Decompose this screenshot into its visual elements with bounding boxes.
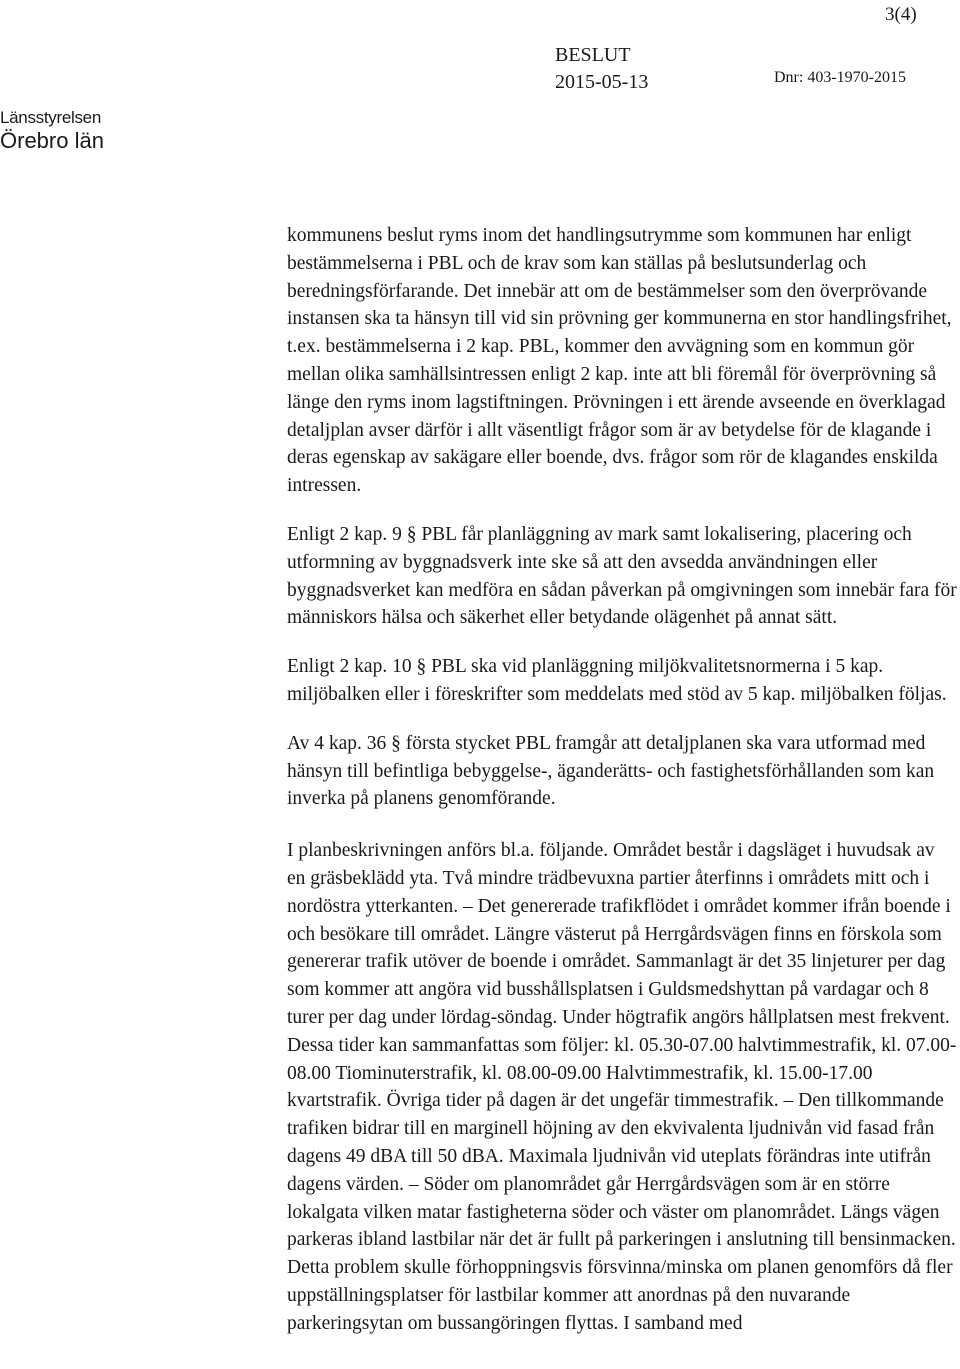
authority-name: Länsstyrelsen [0,108,101,127]
authority-county: Örebro län [0,128,104,153]
case-number: Dnr: 403-1970-2015 [774,69,906,86]
page-number: 3(4) [885,4,917,25]
decision-date: 2015-05-13 [555,71,649,93]
document-body [287,222,957,1358]
decision-header [555,42,648,96]
paragraph-4-kap-36: Av 4 kap. 36 § första stycket PBL framgår att detaljplanen ska vara utformad med hänsyn till befintliga bebyggelse-, äganderätts- och fastighetsförhållanden som kan inverka på planens genomförande. [287,732,935,810]
document-title: BESLUT [555,44,631,66]
paragraph-2-kap-10: Enligt 2 kap. 10 § PBL ska vid planläggning miljökvalitetsnormerna i 5 kap. miljöbalken eller i föreskrifter som meddelats med stöd av 5 kap. miljöbalken följas. [287,656,947,705]
paragraph-2-kap-9: Enligt 2 kap. 9 § PBL får planläggning av mark samt lokalisering, placering och utformning av byggnadsverk inte ske så att den avsedda användningen eller byggnadsverket kan medföra en sådan påverkan på omgivningen som innebär fara för människors hälsa och säkerhet eller betydande olägenhet på annat sätt. [287,523,957,629]
paragraph-review-scope: kommunens beslut ryms inom det handlingsutrymme som kommunen har enligt bestämmelserna i PBL och de krav som kan ställas på beslutsunderlag och beredningsförfarande. Det innebär att om de bestämmelser som den överprövande instansen ska ta hänsyn till vid sin prövning ger kommunerna en stor handlingsfrihet, t.ex. bestämmelserna i 2 kap. PBL, kommer den avvägning som en kommun gör mellan olika samhällsintressen enligt 2 kap. inte att bli föremål för överprövning så länge den ryms inom lagstiftningen. Prövningen i ett ärende avseende en överklagad detaljplan avser därför i allt väsentligt frågor som är av betydelse för de klagande i deras egenskap av sakägare eller boende, dvs. frågor som rör de klagandes enskilda intressen. [287,225,952,497]
authority-logo-text [0,108,104,154]
paragraph-planbeskrivning: I planbeskrivningen anförs bl.a. följande. Området består i dagsläget i huvudsak av en gräsbeklädd yta. Två mindre trädbevuxna partier återfinns i områdets mitt och i nordöstra ytterkanten. – Det genererade trafikflödet i området kommer ifrån boende i och besökare till området. Längre västerut på Herrgårdsvägen finns en förskola som genererar trafik utöver de boende i området. Sammanlagt är det 35 linjeturer per dag som kommer att angöra vid busshållsplatsen i Guldsmedshyttan på vardagar och 8 turer per dag under lördag-söndag. Under högtrafik angörs hållplatsen mest frekvent. Dessa tider kan sammanfattas som följer: kl. 05.30-07.00 halvtimmestrafik, kl. 07.00-08.00 Tiominuterstrafik, kl. 08.00-09.00 Halvtimmestrafik, kl. 15.00-17.00 kvartstrafik. Övriga tider på dagen är det ungefär timmestrafik. – Den tillkommande trafiken bidrar till en marginell höjning av den ekvivalenta ljudnivån vid fasad från dagens 49 dBA till 50 dBA. Maximala ljudnivån vid uteplats förändras inte utifrån dagens värden. – Söder om planområdet går Herrgårdsvägen som är en större lokalgata vilken matar fastigheterna söder och väster om planområdet. Längs vägen parkeras ibland lastbilar när det är fullt på parkeringen i anslutning till bensinmacken. Detta problem skulle förhoppningsvis försvinna/minska om planen genomförs då fler uppställningsplatser för lastbilar kommer att anordnas på den nuvarande parkeringsytan om bussangöringen flyttas. I samband med [287,840,957,1334]
